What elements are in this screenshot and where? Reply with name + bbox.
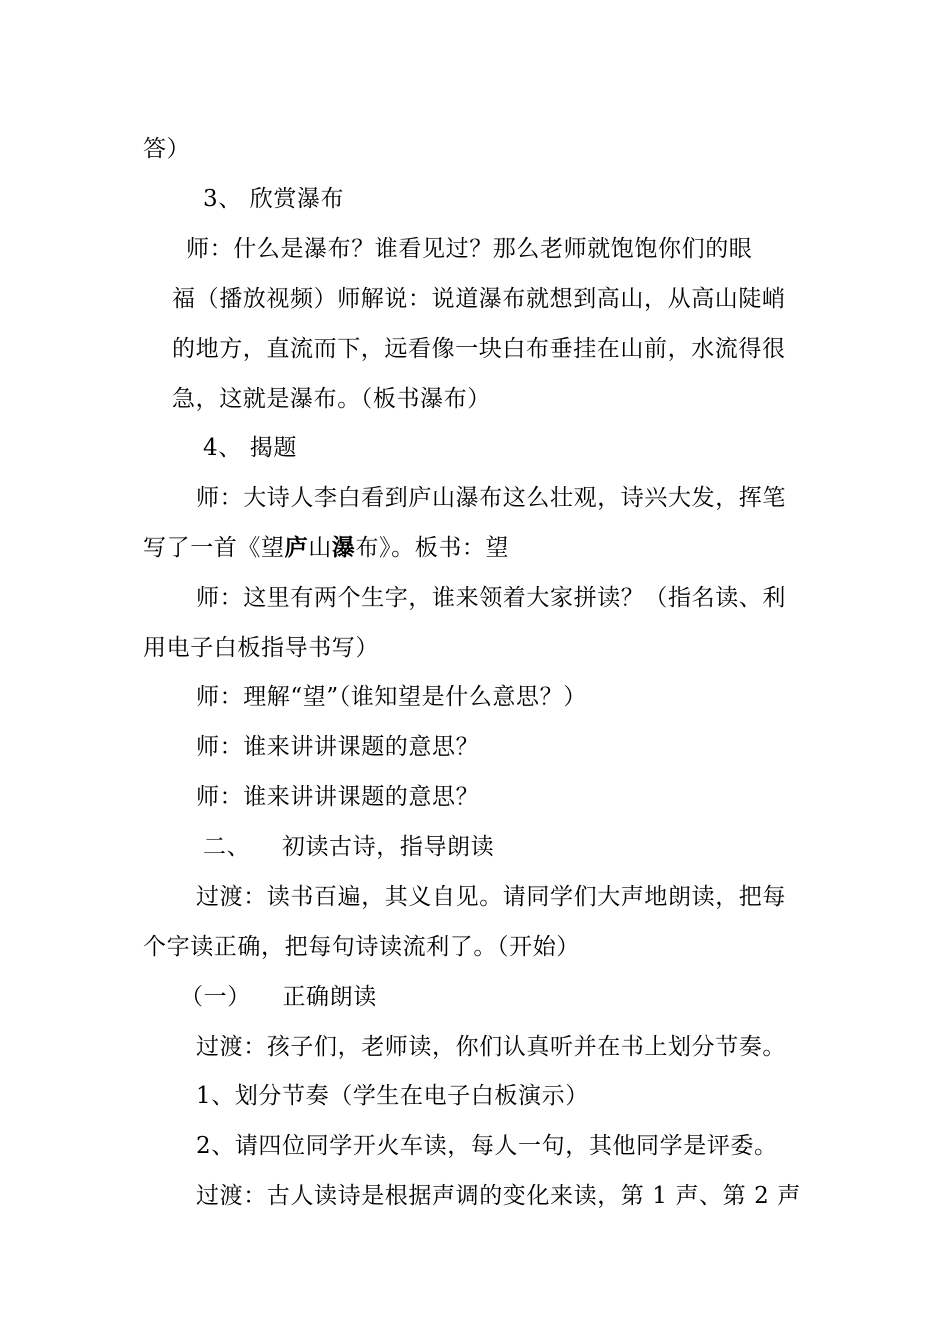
paragraph-line: 过渡：古人读诗是根据声调的变化来读，第 1 声、第 2 声 <box>196 1183 801 1209</box>
paragraph-line-with-title <box>143 533 509 563</box>
paragraph-line: 师：大诗人李白看到庐山瀑布这么壮观，诗兴大发，挥笔 <box>196 485 786 511</box>
paragraph-line: 师：理解“望”（谁知望是什么意思？） <box>196 684 587 710</box>
bold-character: 庐 <box>284 534 309 561</box>
paragraph-line: 的地方，直流而下，远看像一块白布垂挂在山前，水流得很 <box>172 336 786 362</box>
paragraph-line: 师：谁来讲讲课题的意思？ <box>196 734 480 760</box>
section-heading: 二、 初读古诗，指导朗读 <box>203 834 495 860</box>
paragraph-line: 福（播放视频）师解说：说道瀑布就想到高山，从高山陡峭 <box>172 286 786 312</box>
paragraph-line: 师：谁来讲讲课题的意思？ <box>196 784 480 810</box>
title-text-part: 山 <box>308 535 332 561</box>
paragraph-line: 1、划分节奏（学生在电子白板演示） <box>196 1083 589 1109</box>
paragraph-line: 答） <box>143 136 191 162</box>
paragraph-line: 急，这就是瀑布。（板书瀑布） <box>172 386 491 412</box>
paragraph-line: 师：这里有两个生字，谁来领着大家拼读？（指名读、利 <box>196 585 786 611</box>
paragraph-line: 个字读正确，把每句诗读流利了。（开始） <box>143 934 580 960</box>
bold-character: 瀑 <box>331 534 356 561</box>
paragraph-line: 过渡：读书百遍，其义自见。请同学们大声地朗读，把每 <box>196 884 786 910</box>
paragraph-line: 师：什么是瀑布？谁看见过？那么老师就饱饱你们的眼 <box>186 236 753 262</box>
title-text-part: 布》。板书：望 <box>355 535 510 561</box>
paragraph-line: 2、请四位同学开火车读，每人一句，其他同学是评委。 <box>196 1133 778 1159</box>
section-heading: 3、 欣赏瀑布 <box>203 186 345 212</box>
paragraph-line: 用电子白板指导书写） <box>143 635 379 661</box>
subsection-heading: （一） 正确朗读 <box>180 984 377 1010</box>
title-text-part: 写了一首《望 <box>143 535 285 561</box>
paragraph-line: 过渡：孩子们，老师读，你们认真听并在书上划分节奏。 <box>196 1034 786 1060</box>
section-heading: 4、 揭题 <box>203 435 297 461</box>
